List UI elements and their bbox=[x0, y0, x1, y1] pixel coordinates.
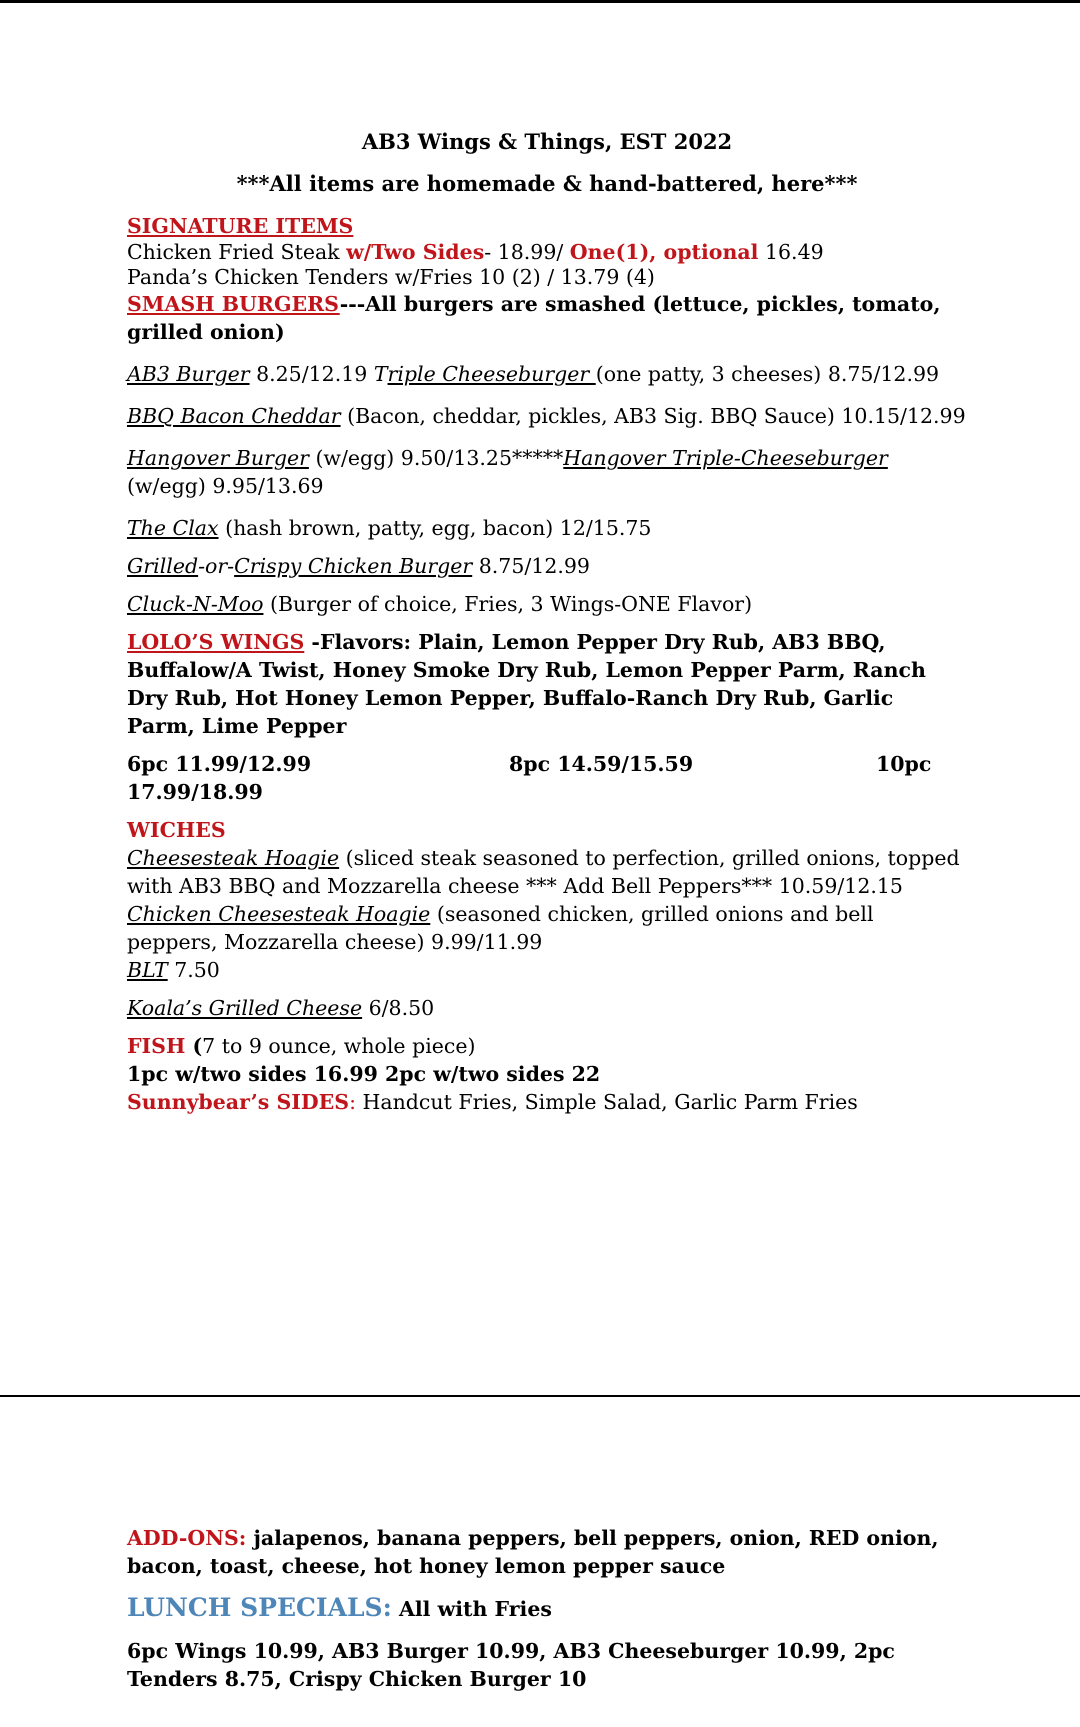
hangover-triple-name: Hangover Triple-Cheeseburger bbox=[563, 446, 888, 470]
wings-10pc-price: 17.99/18.99 bbox=[127, 780, 263, 804]
sides-items: Handcut Fries, Simple Salad, Garlic Parm Fries bbox=[355, 1090, 858, 1114]
chicken-hoagie-desc: (seasoned chicken, grilled onions and bell peppers, Mozzarella cheese) 9.99/11.99 bbox=[127, 902, 874, 954]
wiches-section bbox=[127, 816, 967, 1022]
wich-chicken-hoagie bbox=[127, 900, 967, 956]
ab3-burger-name: AB3 Burger bbox=[127, 362, 250, 386]
addons-heading: ADD-ONS: bbox=[127, 1526, 247, 1550]
addons-items: jalapenos, banana peppers, bell peppers, onion, RED onion, bacon, toast, cheese, hot honey lemon pepper sauce bbox=[127, 1526, 939, 1578]
burger-clax bbox=[127, 514, 967, 542]
top-rule bbox=[0, 0, 1080, 3]
sides-colon: : bbox=[349, 1090, 356, 1114]
page-break-rule bbox=[0, 1395, 1080, 1397]
panda-tenders: Panda’s Chicken Tenders w/Fries 10 (2) / 13.79 (4) bbox=[127, 265, 655, 289]
fish-heading: FISH bbox=[127, 1034, 186, 1058]
lunch-heading-line bbox=[127, 1594, 967, 1623]
burger-bbq bbox=[127, 402, 967, 430]
cfs-price: - 18.99/ bbox=[484, 240, 570, 264]
cfs-one: One(1), optional bbox=[569, 240, 759, 264]
chicken-hoagie-name: Chicken Cheesesteak Hoagie bbox=[127, 902, 431, 926]
chicken-fried-steak bbox=[127, 240, 967, 265]
blt-price: 7.50 bbox=[167, 958, 220, 982]
smash-burgers-title: SMASH BURGERS bbox=[127, 292, 340, 316]
fish-paren: ( bbox=[185, 1034, 203, 1058]
grilled-label: Grilled bbox=[127, 554, 199, 578]
fish-heading-line bbox=[127, 1032, 967, 1060]
hoagie-desc: (sliced steak seasoned to perfection, grilled onions, topped with AB3 BBQ and Mozzarella cheese *** Add Bell Peppers*** 10.59/12.15 bbox=[127, 846, 960, 898]
hoagie-name: Cheesesteak Hoagie bbox=[127, 846, 340, 870]
wiches-heading: WICHES bbox=[127, 818, 226, 842]
smash-burgers-note: ---All burgers are smashed (lettuce, pickles, tomato, grilled onion) bbox=[127, 292, 941, 344]
menu-tagline: ***All items are homemade & hand-battered, here*** bbox=[236, 171, 858, 196]
burger-cluck bbox=[127, 590, 967, 618]
cluck-desc: (Burger of choice, Fries, 3 Wings-ONE Flavor) bbox=[263, 592, 753, 616]
smash-burgers-heading bbox=[127, 290, 967, 346]
wich-blt bbox=[127, 956, 967, 984]
sides-line bbox=[127, 1088, 967, 1116]
bbq-bacon-name: BBQ Bacon Cheddar bbox=[127, 404, 341, 428]
menu-title: AB3 Wings & Things, EST 2022 bbox=[361, 129, 733, 154]
wich-koala bbox=[127, 994, 967, 1022]
bbq-bacon-desc: (Bacon, cheddar, pickles, AB3 Sig. BBQ Sauce) 10.15/12.99 bbox=[340, 404, 966, 428]
triple-cheeseburger-name: riple Cheeseburger bbox=[387, 362, 596, 386]
koala-name: Koala’s Grilled Cheese bbox=[127, 996, 363, 1020]
wings-heading: LOLO’S WINGS bbox=[127, 630, 305, 654]
burger-hangover bbox=[127, 444, 967, 500]
clax-name: The Clax bbox=[127, 516, 219, 540]
crispy-chicken-price: 8.75/12.99 bbox=[472, 554, 590, 578]
clax-desc: (hash brown, patty, egg, bacon) 12/15.75 bbox=[218, 516, 652, 540]
cfs-one-price: 16.49 bbox=[758, 240, 824, 264]
hangover-name: Hangover Burger bbox=[127, 446, 309, 470]
triple-cheeseburger-desc: (one patty, 3 cheeses) 8.75/12.99 bbox=[595, 362, 940, 386]
wich-hoagie bbox=[127, 844, 967, 900]
fish-section bbox=[127, 1032, 967, 1116]
menu-page-2 bbox=[127, 1524, 967, 1693]
or-label: -or- bbox=[198, 554, 235, 578]
burger-chicken bbox=[127, 552, 967, 580]
cluck-name: Cluck-N-Moo bbox=[127, 592, 264, 616]
lunch-items: 6pc Wings 10.99, AB3 Burger 10.99, AB3 Cheeseburger 10.99, 2pc Tenders 8.75, Crispy Chicken Burger 10 bbox=[127, 1639, 895, 1691]
cfs-name: Chicken Fried Steak bbox=[127, 240, 347, 264]
ab3-burger-price: 8.25/12.19 bbox=[249, 362, 374, 386]
signature-heading: SIGNATURE ITEMS bbox=[127, 214, 354, 238]
wings-flavors: -Flavors: Plain, Lemon Pepper Dry Rub, AB3 BBQ, Buffalow/A Twist, Honey Smoke Dry Rub, Lemon Pepper Parm, Ranch Dry Rub, Hot Honey Lemon Pepper, Buffalo-Ranch Dry Rub, Garlic Parm, Lime Pepper bbox=[127, 630, 926, 738]
wings-prices-row bbox=[127, 750, 967, 778]
triple-initial: T bbox=[373, 362, 388, 386]
wings-10pc: 10pc bbox=[876, 752, 932, 776]
menu-page-1 bbox=[127, 128, 967, 1116]
cfs-sides: w/Two Sides bbox=[346, 240, 485, 264]
lunch-note: All with Fries bbox=[391, 1597, 552, 1621]
wings-section bbox=[127, 628, 967, 740]
hangover-desc: (w/egg) 9.50/13.25***** bbox=[308, 446, 564, 470]
wings-8pc: 8pc 14.59/15.59 bbox=[509, 752, 694, 776]
blt-name: BLT bbox=[127, 958, 168, 982]
sides-heading: Sunnybear’s SIDES bbox=[127, 1090, 350, 1114]
fish-desc: 7 to 9 ounce, whole piece) bbox=[202, 1034, 476, 1058]
addons-section bbox=[127, 1524, 967, 1580]
fish-prices: 1pc w/two sides 16.99 2pc w/two sides 22 bbox=[127, 1062, 601, 1086]
wings-6pc: 6pc 11.99/12.99 bbox=[127, 752, 312, 776]
koala-price: 6/8.50 bbox=[362, 996, 435, 1020]
lunch-heading: LUNCH SPECIALS: bbox=[127, 1593, 392, 1622]
signature-section bbox=[127, 212, 967, 290]
crispy-chicken-name: Crispy Chicken Burger bbox=[234, 554, 473, 578]
burger-ab3 bbox=[127, 360, 967, 388]
hangover-triple-desc: (w/egg) 9.95/13.69 bbox=[127, 474, 324, 498]
